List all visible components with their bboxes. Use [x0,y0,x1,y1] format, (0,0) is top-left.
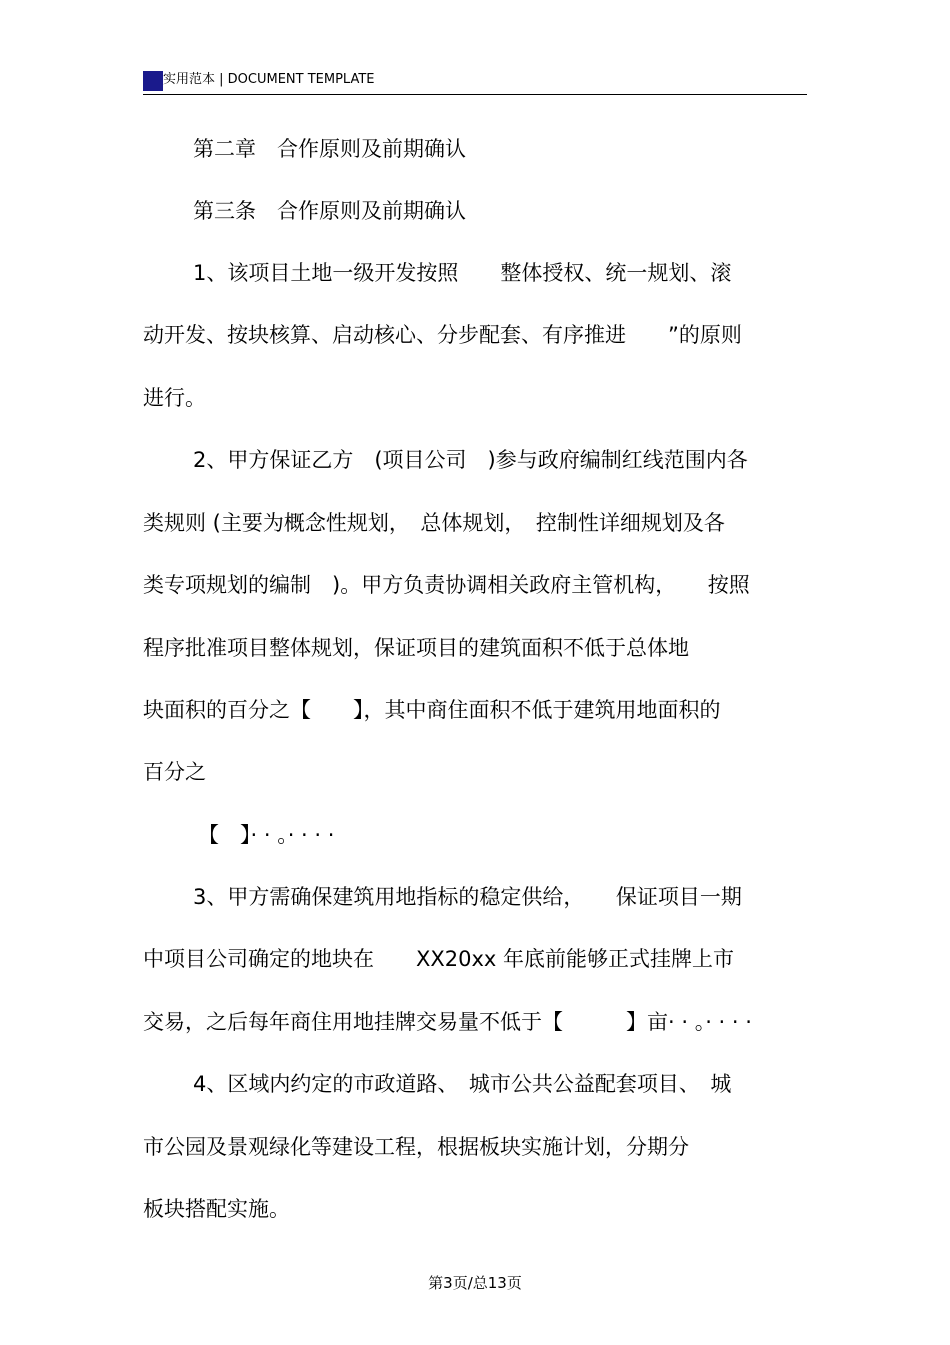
body-line: 2、甲方保证乙方 (项目公司 )参与政府编制红线范围内各 [193,448,748,472]
body-line: 中项目公司确定的地块在 XX20xx 年底前能够正式挂牌上市 [143,947,735,971]
body-line: 交易，之后每年商住用地挂牌交易量不低于【 】亩· · 。· · · · [143,1010,752,1034]
header-title: 实用范本 | DOCUMENT TEMPLATE [163,72,375,87]
document-header [143,68,807,95]
body-line: 块面积的百分之【 】，其中商住面积不低于建筑用地面积的 [143,698,721,722]
body-line: 3、甲方需确保建筑用地指标的稳定供给， 保证项目一期 [193,885,742,909]
body-line: 板块搭配实施。 [143,1197,290,1221]
chapter-heading: 第二章 合作原则及前期确认 [193,137,466,161]
body-line: 4、区域内约定的市政道路、 城市公共公益配套项目、 城 [193,1072,732,1096]
body-line: 进行。 [143,386,206,410]
body-line: 类规则 (主要为概念性规划， 总体规划， 控制性详细规划及各 [143,511,725,535]
body-line: 百分之 [143,760,206,784]
body-line: 【 】· · 。· · · · [198,823,335,847]
template-logo-icon [143,71,163,91]
body-line: 动开发、按块核算、启动核心、分步配套、有序推进 ”的原则 [143,323,742,347]
page-indicator: 第3页/总13页 [428,1274,522,1292]
body-line: 程序批准项目整体规划，保证项目的建筑面积不低于总体地 [143,636,689,660]
body-line: 市公园及景观绿化等建设工程，根据板块实施计划，分期分 [143,1135,689,1159]
body-line: 类专项规划的编制 )。甲方负责协调相关政府主管机构， 按照 [143,573,750,597]
article-heading: 第三条 合作原则及前期确认 [193,199,466,223]
body-line: 1、该项目土地一级开发按照 整体授权、统一规划、滚 [193,261,732,285]
